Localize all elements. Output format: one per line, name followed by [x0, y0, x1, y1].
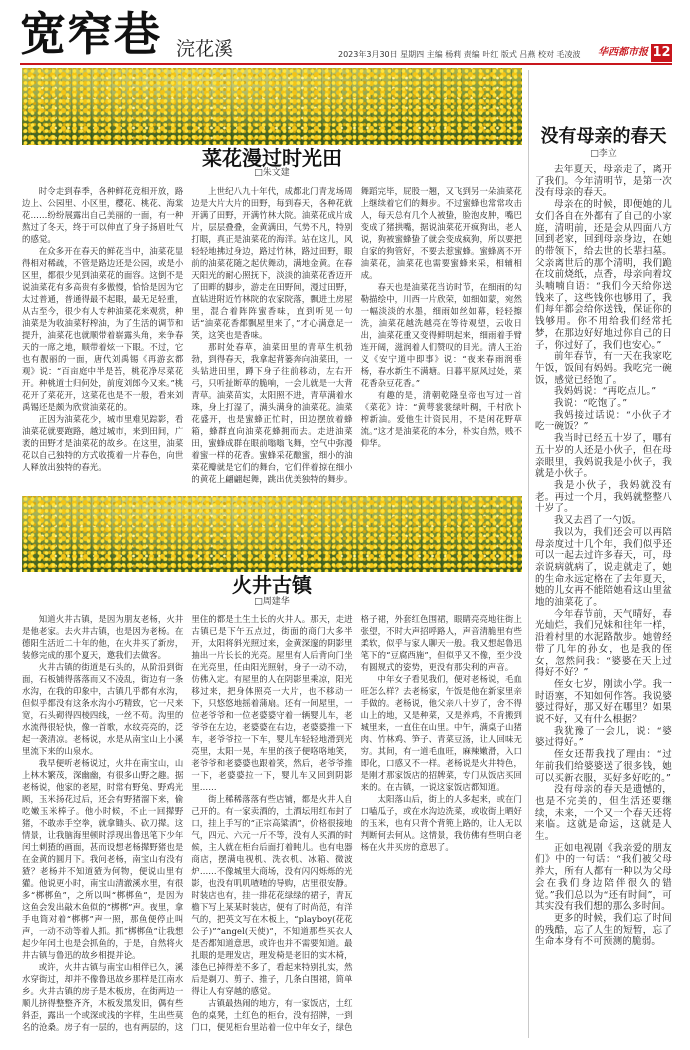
rapeseed-flower-photo: [22, 496, 522, 572]
article-body: [535, 164, 672, 1038]
paragraph: 正因为油菜花少，城市里难见踪影，看油菜花就要跑路，越过城市，来到田间，广袤的田野才是油菜花的故乡。在这里，油菜花以自己独特的方式收揽着一片春色，向世人释放出独特的春光。: [22, 414, 184, 472]
paragraph: 今年春节前，天气晴好，春光灿烂，我们兄妹和往年一样，沿着村里的水泥路散步。她曾经带了几年的孙女，也是我的侄女，忽然问我：“婆婆在天上过得好不好？”: [535, 608, 672, 679]
column-divider: [528, 70, 529, 1038]
article-title: 火井古镇: [232, 573, 312, 597]
article-body: [22, 613, 522, 1037]
paragraph: 没有母亲的春天是遗憾的，也是不完美的，但生活还要继续，未来，一个又一个春天还将来临。这就是命运，这就是人生。: [535, 784, 672, 843]
paragraph: 我以为，我们还会可以再陪母亲度过十几个年，我们似乎还可以一起去过许多春天，可，母亲说病就病了，说走就走了，她的生命永远定格在了去年夏天，她的儿女再不能陪她看这山里盆地的油菜花了。: [535, 526, 672, 609]
paragraph: 我妈妈说：“再吃点儿。”: [554, 386, 657, 398]
article-author: □李立: [590, 149, 617, 159]
header-divider: [20, 63, 672, 65]
section-title: 宽窄巷: [20, 7, 161, 61]
paragraph: 我说：“吃饱了。”: [554, 398, 628, 410]
paragraph: 侄女七岁，刚读小学。我一时语塞，不知如何作答。我说婆婆过得好，那又好在哪里？如果说不好，又有什么根据？: [535, 678, 672, 726]
paragraph: 春天也是油菜花当访时节，在细雨的勾勒描绘中，川西一片欣荣，如细如蒙，宛然一幅淡淡的水墨，细雨如丝如幕，轻轻擦洗，油菜花越洗越亮在等待观望，云收日出，油菜花重又变得鲜明起来，细雨着手臂连开阔，滋润着人们赞叹的目光。清人王治义《安宁道中即事》说：“夜来春雨润垂杨，春水新生不满塘。日暮平原风过处，菜花香杂豆花香。”: [360, 282, 522, 388]
paragraph: 太阳落山后，街上的人多起来，或在门口嗑瓜子，或在水沟边洗菜，或收街上晒好的玉米，也有只背个背篼上路的，让人无以判断何去何从。这情景，我仿佛有些明白老杨在火井买房的意思了。: [360, 794, 522, 852]
article-body: [22, 185, 522, 490]
paragraph: 时令走到春季，各种鲜花竞相开放，路边上、公园里、小区里，樱花、桃花、海棠花……纷纷展露出自己美丽的一面，有一种熬过了冬天，终于可以伸直了身子扬眉吐气的感觉。: [22, 186, 184, 244]
paragraph: 我又去舀了一勺饭。: [554, 515, 642, 527]
paragraph: 更多的时候，我们忘了时间的残酷，忘了人生的短暂，忘了生命本身有不可预测的脆弱。: [535, 913, 672, 948]
paragraph: 知道火井古镇，是因为朋友老杨，火井是他老家。去火井古镇，也是因为老杨。在德阳生活近二十年的他，在火井买了新房，装修完成的那个夏天，邀我们去做客。: [22, 614, 184, 660]
paragraph: 火井古镇的街道是石头的，从阶沿到街面，石板铺得落落而又不凌乱，街边有一条水沟，在我的印象中，古镇几乎都有水沟，但似乎都没有这条水沟小巧精致，它一尺来宽，石头砌得四棱四线，一丝不苟。沟里的水流得很轻快，像一首歌，水纹亮亮的，泛起一袭清凉。老杨说，水是从南宝山上小溪里流下来的山泉水。: [22, 662, 184, 756]
paragraph: 有趣的是，清朝乾隆皇帝也写过一首《菜花》诗：“黄萼裳裳绿叶稠，千村欣卜榨新油。爱他生计资民用，不是闲花野草流。”这才是油菜花的本分，朴实自然，贱不仰华。: [360, 390, 522, 448]
paragraph: 我是小伙子，我妈就没有老。再过一个月，我妈就整整八十岁了。: [535, 479, 672, 515]
paragraph: 街上稀稀落落有些店铺，都是火井人自己开的。有一家卖酒的，土酒坛用红布封了口，挂上手写的“正宗高粱酒”，价格很接地气，四元、六元一斤不等，没有人买酒的时候，主人就在柜台后面打着盹儿。也有电器商店，摆满电视机、洗衣机、冰箱、微波炉……不像城里大商场，没有闪闪烁烁的光影，也没有叽叽喳喳的导购，店里很安静。时装店也有，挂一排花花绿绿的裙子，青瓦檐下写上某某时装店，便有了时尚范，有洋气的，把英文写在木板上，“playboy(花花公子)”“angel(天使)”，不知道那些买衣人是否都知道意思，或许也并不需要知道。最扎眼的是理发店，理发椅是老旧的实木椅，漆色已掉得差不多了，看起来特别扎实，然后是剃刀、剪子、推子，几条白围裙，简单得让人有穿越的感觉。: [191, 794, 353, 996]
paragraph: 侄女还帮我找了理由：“过年前我们给婆婆送了很多钱，她可以买新衣服，买好多好吃的。”: [535, 749, 672, 784]
date-and-editors-line: 2023年3月30日 星期四 主编 杨莉 责编 叶红 版式 吕燕 校对 毛凌波: [338, 50, 581, 59]
paragraph: 我当时已经五十岁了，哪有五十岁的人还是小伙子，但在母亲眼里，我妈说我是小伙子，我就是小伙子。: [535, 433, 672, 480]
paragraph: 我犹豫了一会儿，说：“婆婆过得好。”: [535, 725, 672, 749]
paragraph: 母亲在的时候，即便她的儿女们各自在外都有了自己的小家庭，清明前，还是会从四面八方回到老家，回到母亲身边，在她的带领下，给去世的长辈扫墓。父亲离世后的那个清明，我们跪在坟前烧纸，点香，母亲向着坟头喃喃自语：“我们今天给你送钱来了，这些钱你也够用了，我们每年都会给你送钱，保证你的钱够用。你不用给我们经常托梦，在那边好好地过你自己的日子，你过好了，我们也安心。”: [535, 199, 672, 351]
page-number-badge: 12: [652, 45, 671, 60]
paragraph: 去年夏天，母亲走了，离开了我们。今年清明节，是第一次没有母亲的春天。: [535, 164, 672, 199]
paragraph: 正如电视剧《我亲爱的朋友们》中的一句话：“我们被父母养大，所有人都有一种以为父母会在我们身边陪伴很久的错觉。”我们总以为“还有时间”，可其实没有我们想的那么多时间。: [535, 842, 672, 913]
paragraph: 我早便听老杨说过，火井在南宝山，山上林木繁茂，深幽幽，有很多山野之趣。据老杨说，他家的老屋，时常有野兔、野鸡光顾，玉米扬花过后，还会有野猪溜下来，偷吃嫩玉米棒子。他小时候，不止一回撵野猪，不敢赤手空拳，就拿锄头、砍刀撵。这情景，让我脑海里顿时浮现出鲁迅笔下少年闰土刺猹的画面，甚而设想老杨撵野猪也是在金黄的圆月下。我问老杨，南宝山有没有猹？老杨并不知道猹为何物，便说山里有獾。他说更小时，南宝山清澈溪水里，有很多“梆梆鱼”，之所以叫“梆梆鱼”，是因为这鱼会发出敲木鱼似的“梆梆”声。夜里，拿手电筒对着“梆梆”声一照，那鱼便停止叫声，一动不动等着人抓。抓“梆梆鱼”让我想起少年闰土也是会抓鱼的，于是，自然将火井古镇与鲁迅的故乡相提并论。: [22, 758, 184, 960]
newspaper-logo: 华西都市报: [598, 47, 648, 58]
rapeseed-flower-photo: [22, 68, 522, 145]
paragraph: 上世纪八九十年代，成都北门青龙场周边是大片大片的田野，每到春天，各种花就开满了田野，开满竹林大院。油菜花成片成片，层层叠叠，金黄满田，气势不凡，特别打眼，真正是油菜花的海洋。站在这儿，风轻轻地拂过身边，路过竹林，路过田野，眼前的油菜花随之起伏舞动，满地金黄。在春天阳光的耐心照抚下，淡淡的油菜花香迈开了田畔的脚步，游走在田野间，漫过田野，直钻进附近竹林院的农家院落，飘进土房屋里，混合着阵阵蜜香味，直到听见一句话“油菜花香都飘屋里来了，”才心满意足一笑，这笑也是香味。: [191, 186, 353, 340]
article-title: 菜花漫过时光田: [202, 146, 342, 170]
article-author: □周建华: [254, 597, 290, 607]
article-author: □朱文建: [254, 168, 290, 178]
paragraph: 我妈接过话说：“小伙子才吃一碗饭？”: [535, 409, 672, 433]
paragraph: 中年女子看见我们，便对老杨说，毛血旺怎么样？去老杨家，午饭是他在新家里亲手做的。老杨说，他父亲八十岁了，舍不得山上的地，又是种菜，又是养鸡，不肯搬到城里来，一直住在山里。中午，满桌子山猪肉、竹林鸡、笋子、青菜豆汤，让人回味无穷。其间，有一道毛血旺，麻辣嫩滑，入口即化，口感又不一样。老杨说是火井特色，是刚才那家饭店的招牌菜，专门从饭店买回来的。在古镇，一说这家饭店都知道。: [360, 674, 522, 792]
paragraph: 前年春节，有一天在我家吃午饭，饭间有妈妈。我吃完一碗饭，感觉已经饱了。: [535, 351, 672, 386]
paragraph: 古镇最热闹的地方，有一家饭店，土红色的桌凳，土红色的柜台，没有招牌，一到门口，便见柜台里站着一位中年女子，绿色格子裙，外套红色围裙，眼睛亮亮地往街上张望，不时大声招呼路人，声音清脆里有些柔软，似乎与家人聊天一般。我又想起鲁迅笔下的“豆腐西施”，但似乎又不像，至少没有圆规式的姿势，更没有那尖利的声音。: [191, 614, 522, 1032]
paragraph: 或许，火井古镇与南宝山相伴已久，溪水穿街过，却并不像鲁迅故乡那样是江南水乡。火井古镇的房子是木板房，在街两边一顺儿挤得整整齐齐，木板发黑发旧，偶有些斜歪，露出一个或深或浅的字样，生出些莫名的沧桑。房子有一层的，也有两层的，这里住的都是土生土长的火井人。那天，走进古镇已是下午五点过，街面的商门大多半开，太阳将斜光照过来，金黄深邃的阴影里抽出一片长长的光亮。屋里有人后背向门坐在光亮里，任由阳光照射，身子一动不动，仿佛入定。有屋里的人在阴影里乘凉，阳光移过来，把身体照亮一大片，也不移动一下，只悠悠地摇着蒲扇。还有一间屋里，一位老爷爷和一位老婆婆守着一辆婴儿车，老爷爷在左边，老婆婆在右边，老婆婆推一下车，老爷爷拉一下车，婴儿车轻轻地滑到光亮里，太阳一晃，车里的孩子便咯咯地笑，老爷爷和老婆婆也跟着笑，然后，老爷爷推一下，老婆婆拉一下，婴儿车又回到阴影里……: [22, 614, 353, 1032]
article-title: 没有母亲的春天: [540, 126, 667, 147]
paragraph: 那时处春草，油菜田里的青草生机勃勃，到得春天，我拿起背篓奔向油菜田，一头钻进田里，蹲下身子往前移动，左右开弓，只听扯断草的脆响，一会儿就是一大背青草。油菜苗实，太阳照不进，青草满着水珠，身上打湿了，满头满身的油菜花。油菜花盛开，也是蜜蜂正忙时，田边摆放着蜂箱，蜂群直向油菜花蜂拥而去。走进油菜田，蜜蜂成群在眼前嗡嗡飞舞，空气中弥漫着蜜一样的花香。蜜蜂采花酿蜜，细小的油菜花瓣就是它们的舞台，它们伴着掠在细小的黄花上翩翩起舞，跳出优美独特的舞步。舞蹈完毕，屁股一翘，又飞到另一朵油菜花上继续着它们的舞步。不过蜜蜂也常常攻击人，每天总有几个人被蛰，脸泡皮肿，嘴巴变成了猪拱嘴，据说油菜花开疯狗出，老人说，狗被蜜蜂蛰了就会变成疯狗，所以要把自家的狗管好，不要去惹蜜蜂。蜜蜂离不开油菜花，油菜花也需要蜜蜂来采，相辅相成。: [191, 186, 522, 484]
paragraph: 在众多开在春天的鲜花当中，油菜花显得相对稀疏，不管是路边还是公园，或是小区里，都很少见到油菜花的面容。这倒不是说油菜花有多高贵有多傲慢，恰恰是因为它太过普通，普通得最不起眼，最无足轻重，从古至今，很少有人专种油菜花来观赏，种油菜是为收油菜籽榨油，为了生活的调节和提升，油菜花也就顺带着崭露头角，来争春天的一席之地，顺带着炫一下眼。不过，它也有靓丽的一面，唐代刘禹锡《再游玄都观》说：“百亩庭中半是苔，桃花净尽菜花开。种桃道士归何处，前度刘郎今又来。”桃花开了菜花开，这菜花也是不一般，看来刘禹锡还是颇为欣赏油菜花的。: [22, 246, 184, 412]
column-name: 浣花溪: [176, 38, 234, 60]
